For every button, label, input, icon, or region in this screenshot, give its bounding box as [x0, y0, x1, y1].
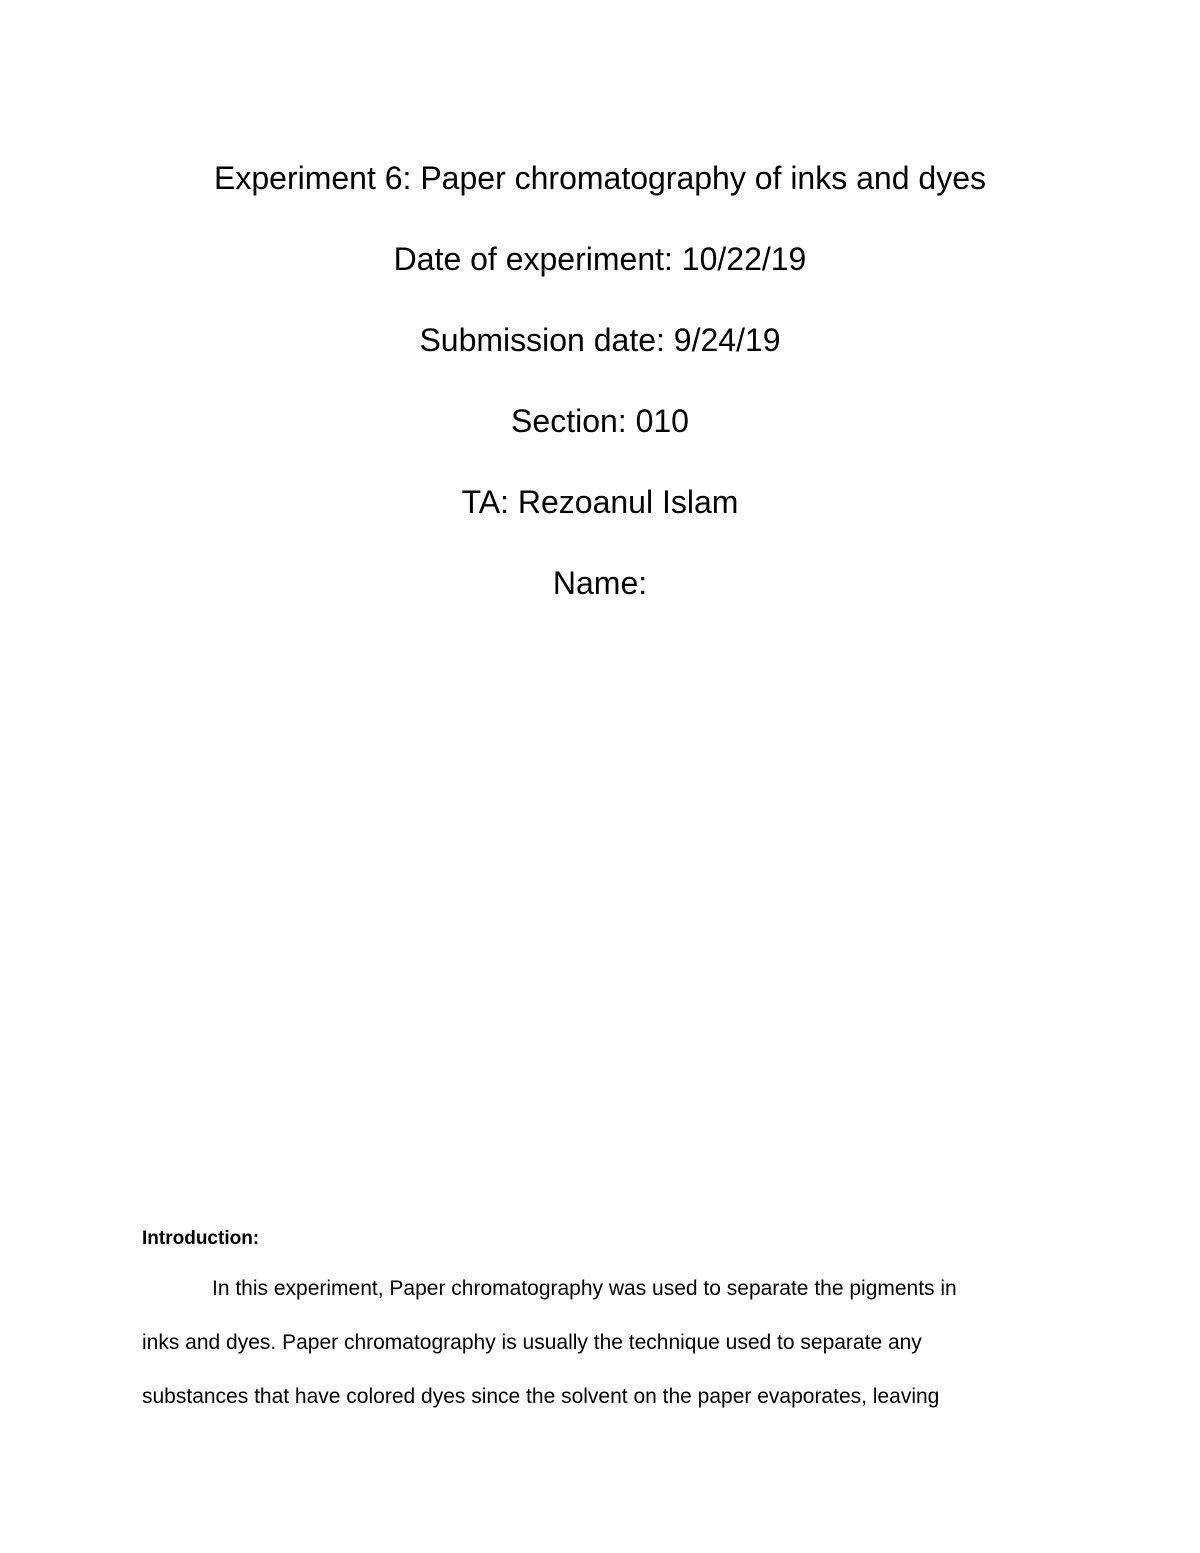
ta-name: TA: Rezoanul Islam: [461, 484, 739, 520]
paragraph-line: substances that have colored dyes since the solvent on the paper evaporates, leaving: [142, 1385, 940, 1408]
student-name-label: Name:: [552, 565, 648, 601]
date-of-experiment: Date of experiment: 10/22/19: [393, 241, 807, 277]
introduction-paragraph: [142, 1262, 1062, 1424]
paragraph-line: In this experiment, Paper chromatography was used to separate the pigments in: [212, 1277, 957, 1300]
experiment-title: Experiment 6: Paper chromatography of inks and dyes: [214, 160, 986, 196]
submission-date: Submission date: 9/24/19: [419, 322, 781, 358]
paragraph-line: inks and dyes. Paper chromatography is usually the technique used to separate any: [142, 1331, 922, 1354]
cover-block: [0, 138, 1200, 624]
introduction-heading: Introduction:: [142, 1228, 260, 1249]
section-number: Section: 010: [511, 403, 689, 439]
